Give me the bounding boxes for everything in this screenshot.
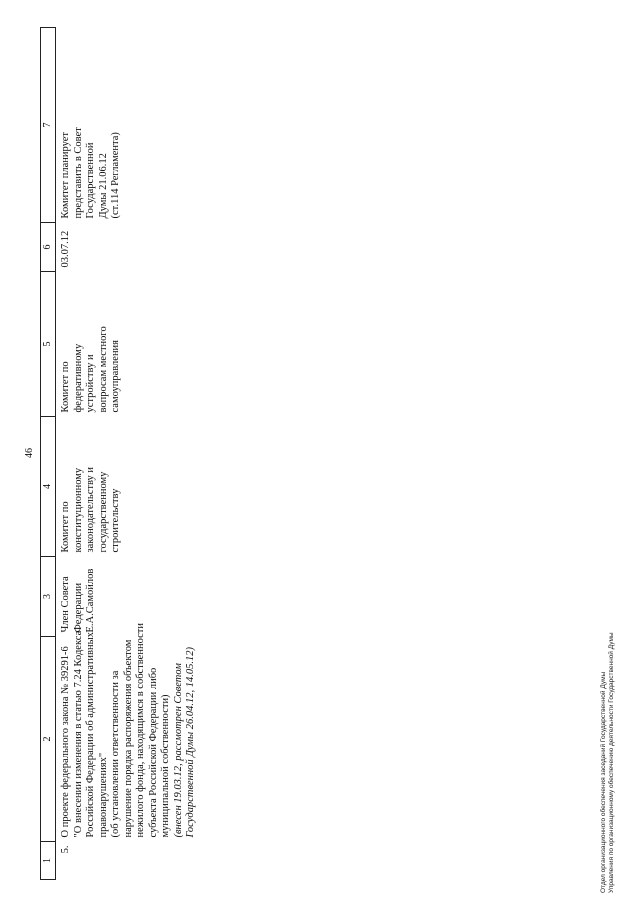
footer-line: Управления по организационному обеспечению деятельности Государственной Думы [608, 632, 615, 893]
bill-line: субъекта Российской Федерации либо [147, 667, 159, 838]
initiator-line: Е.А.Самойлов [85, 568, 96, 633]
committee-line: законодательству и [85, 466, 96, 553]
initiator-line: Член Совета [60, 576, 71, 633]
footer-line: Отдел организационного обеспечения заседаний Государственной Думы [600, 671, 607, 893]
co-executor-committee [56, 272, 198, 417]
bill-line: муниципальной собственности) [160, 694, 171, 838]
footer [600, 632, 616, 893]
note-line: Государственной [85, 142, 96, 219]
bill-line: (об установлении ответственности за [110, 670, 121, 838]
bill-line: Российской Федерации об административных [85, 632, 96, 838]
bill-line: "О внесении изменения в статью 7.24 Кодекса [72, 630, 84, 838]
note-cell [56, 28, 198, 223]
row-number: 5. [60, 845, 71, 854]
col-header-5: 5 [41, 272, 56, 417]
col-header-7: 7 [41, 28, 56, 223]
note-line: представить в Совет [72, 127, 84, 219]
col-header-6: 6 [41, 223, 56, 272]
bill-line-italic: (внесен 19.03.12, рассмотрен Советом [172, 663, 184, 838]
col-header-4: 4 [41, 417, 56, 557]
initiator-line: Федерации [72, 582, 84, 633]
committee-line: самоуправления [110, 339, 121, 413]
initiator [56, 557, 198, 637]
bill-line-italic: Государственной Думы 26.04.12, 14.05.12) [185, 647, 196, 838]
page-number: 46 [24, 448, 35, 458]
bills-table [40, 27, 198, 880]
col-header-2: 2 [41, 637, 56, 842]
bill-line: правонарушениях" [97, 752, 109, 838]
committee-line: конституционному [72, 467, 84, 553]
note-line: Думы 21.06.12 [97, 153, 109, 219]
col-header-1: 1 [41, 842, 56, 880]
bill-line: О проекте федерального закона № 39291-6 [60, 646, 71, 838]
committee-line: Комитет по [60, 361, 71, 413]
note-line: (ст.114 Регламента) [110, 132, 121, 219]
committee-line: строительству [110, 488, 121, 553]
bill-line: нарушение порядка распоряжения объектом [122, 639, 134, 838]
committee-line: Комитет по [60, 501, 71, 553]
date-value: 03.07.12 [60, 230, 71, 268]
bill-description [56, 623, 198, 842]
responsible-committee [56, 417, 198, 557]
note-line: Комитет планирует [60, 132, 71, 219]
table-row [56, 28, 198, 880]
committee-line: государственному [97, 471, 109, 553]
committee-line: устройству и [85, 354, 96, 413]
header-row [41, 28, 56, 880]
committee-line: вопросам местного [97, 326, 109, 413]
col-header-3: 3 [41, 557, 56, 637]
bill-line: нежилого фонда, находящимся в собственности [135, 623, 146, 838]
date-cell [56, 223, 198, 272]
committee-line: федеративному [72, 343, 84, 413]
